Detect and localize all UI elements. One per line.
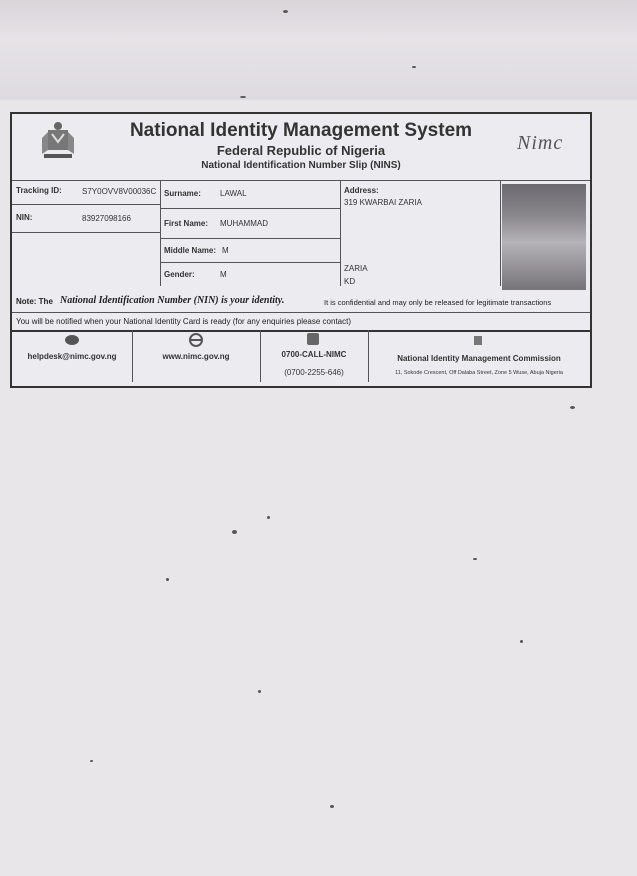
first-name-cell [160, 208, 341, 239]
slip-name: National Identification Number Slip (NINS) [201, 160, 401, 171]
tracking-id-value: S7Y0OVV8V00036C [82, 187, 157, 196]
gender-cell [160, 262, 341, 286]
website-cell [132, 330, 261, 382]
gender-value: M [220, 270, 227, 279]
notify-row [12, 312, 590, 332]
note-row [12, 292, 590, 313]
email-icon [64, 334, 80, 346]
website-link[interactable]: www.nimc.gov.ng [162, 352, 230, 361]
nin-label: NIN: [16, 213, 33, 222]
blank-cell [12, 232, 161, 286]
tracking-id-label: Tracking ID: [16, 186, 62, 195]
note-prefix: Note: The [16, 297, 53, 306]
address-state: KD [344, 277, 356, 286]
passport-photo [502, 184, 586, 290]
surname-cell [160, 180, 341, 209]
org-cell [368, 330, 590, 382]
first-name-value: MUHAMMAD [220, 219, 268, 228]
nin-slip [10, 112, 592, 388]
middle-name-value: M [222, 246, 229, 255]
address-label: Address: [344, 186, 379, 195]
slip-header [12, 114, 590, 181]
surname-label: Surname: [164, 189, 201, 198]
note-emphasis: National Identification Number (NIN) is your identity. [60, 295, 285, 306]
email-cell [12, 330, 133, 382]
phone-label: 0700-CALL-NIMC [281, 350, 347, 359]
building-icon [472, 334, 484, 346]
org-address: 11, Sokode Crescent, Off Dalaba Street, Zone 5 Wuse, Abuja Nigeria [395, 370, 563, 376]
email-link[interactable]: helpdesk@nimc.gov.ng [27, 352, 117, 361]
nin-value: 83927098166 [82, 214, 131, 223]
phone-icon [306, 332, 320, 346]
address-cell [340, 180, 501, 286]
address-line: 319 KWARBAI ZARIA [344, 198, 422, 207]
phone-cell [260, 330, 369, 382]
system-title: National Identity Management System [129, 120, 473, 141]
first-name-label: First Name: [164, 219, 209, 228]
note-rest: It is confidential and may only be released for legitimate transactions [324, 298, 552, 307]
gender-label: Gender: [164, 270, 195, 279]
phone-number[interactable]: (0700-2255-646) [284, 368, 344, 377]
nimc-logo: Nimc [517, 132, 564, 154]
scan-top-area [0, 0, 637, 100]
country-subtitle: Federal Republic of Nigeria [216, 143, 386, 158]
middle-name-cell [160, 238, 341, 263]
org-name: National Identity Management Commission [397, 354, 561, 363]
notify-text: You will be notified when your National Identity Card is ready (for any enquiries please contact) [16, 317, 351, 326]
contact-row [12, 330, 590, 382]
address-city: ZARIA [344, 264, 368, 273]
middle-name-label: Middle Name: [164, 246, 217, 255]
surname-value: LAWAL [220, 189, 247, 198]
browser-icon [188, 332, 204, 348]
nin-cell [12, 204, 161, 233]
tracking-id-cell [12, 180, 161, 205]
